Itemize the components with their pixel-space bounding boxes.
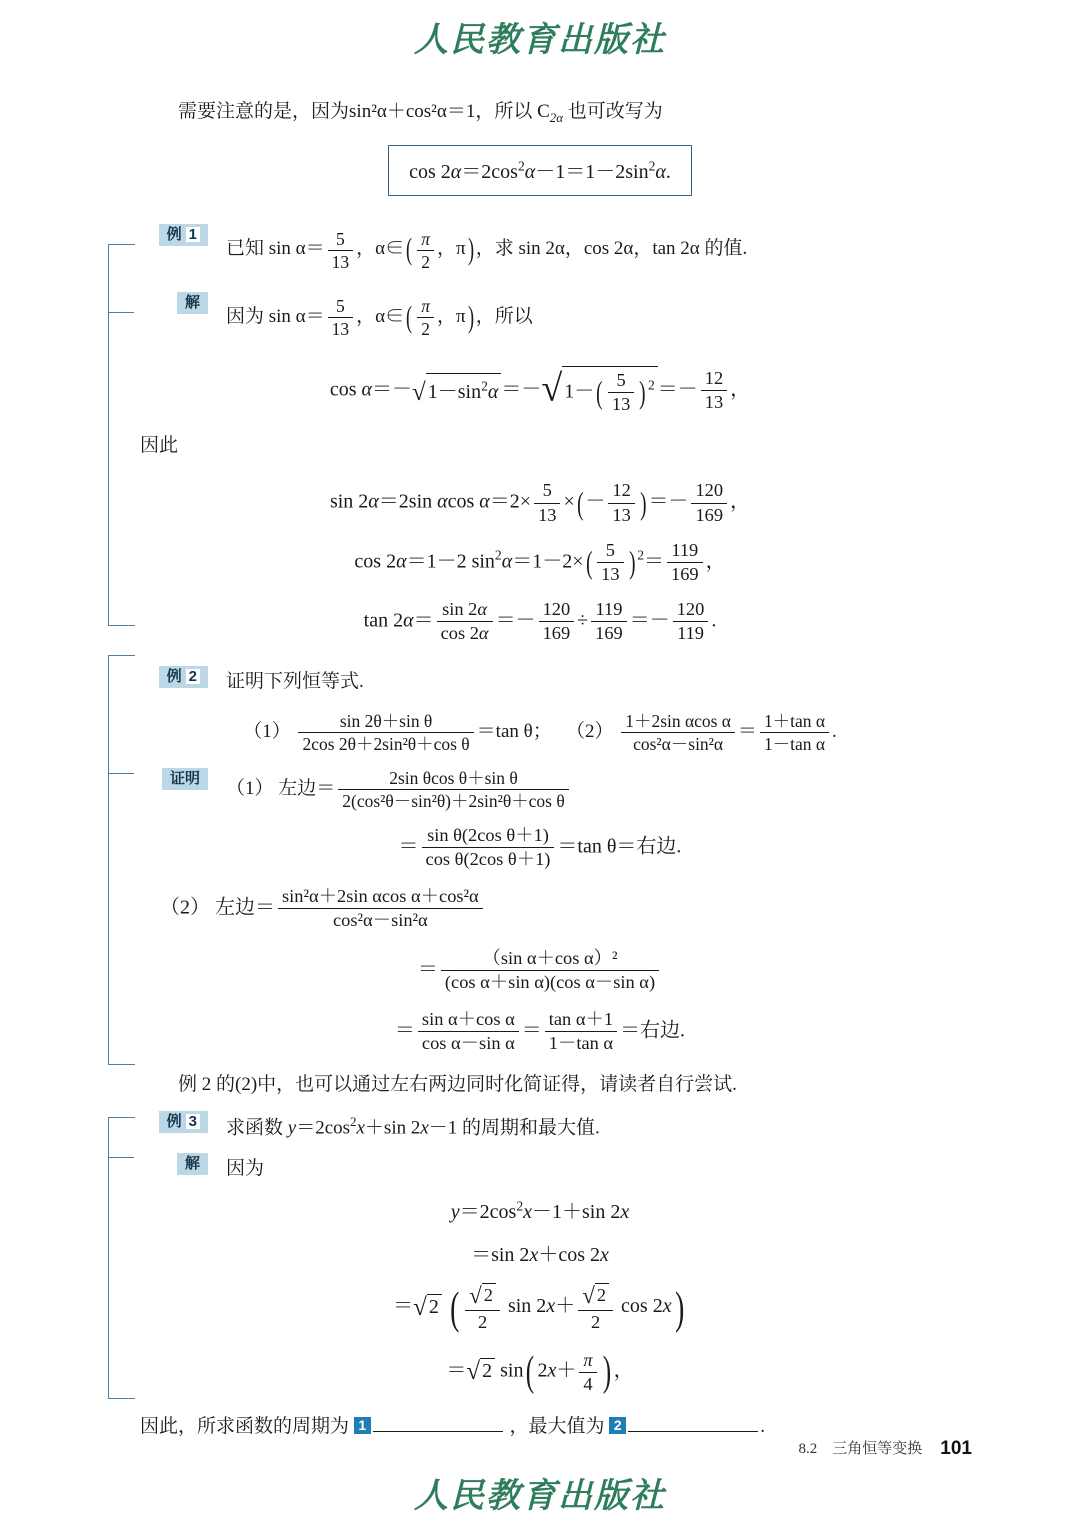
example2-p2-step3-f1: $\frac{\text{sin α＋cos α}}{\text{cos α－sin α}}$ [418,1009,519,1054]
answer-blank-2-box[interactable]: 2 [609,1417,626,1434]
example3-tag-col [140,1111,226,1134]
example1-tag: 例 1 [159,224,208,246]
example1-solve-a: 因为 sin α＝ [226,306,325,328]
example2-proof-tag-col [140,768,226,791]
example2-proof2-step1 [140,886,940,931]
example1-eq-sin2a: sin 2α＝2sin αcos α＝2× $\frac{5}{13}$ ×( － $\frac{12}{13}$ ) ＝－ $\frac{120}{169}$ ， [329,480,751,525]
example2-proof-step2: ＝ $\frac{\text{sin θ(2cos θ＋1)}}{\text{cos θ(2cos θ＋1)}}$ ＝tan θ＝右边. [398,824,682,870]
bracket-example1 [108,244,135,626]
example2-item2-lhs: $\frac{\text{1＋2sin αcos α}}{\text{cos²α－sin²α}}$ [621,711,735,754]
example2-item2-mid: ＝ [737,720,757,742]
intro-identity: sin²α＋cos²α＝1 [349,101,476,122]
intro-text-before: 需要注意的是，因为 [178,101,350,122]
tick-example1-solution [108,312,134,313]
example1-solve-c: ，所以 [475,306,533,328]
example1-therefore: 因此 [140,435,179,457]
example3-conclusion-b: ，最大值为 [509,1416,605,1438]
boxed-formula-wrap [140,135,940,196]
publisher-logo-bottom: 人民教育出版社 [414,1478,666,1515]
example2-proof-tag: 证明 [162,768,208,790]
example2-statement: 证明下列恒等式. [226,671,364,693]
example2-p1-fraction: $\frac{\text{2sin θcos θ＋sin θ}}{\text{2(cos²θ－sin²θ)＋2sin²θ＋cos θ}}$ [338,768,568,811]
example1-solve-interval: $\frac{\pi}{2}$ [417,296,434,339]
example2-header [140,666,940,698]
example2-item2-rhs: $\frac{\text{1＋tan α}}{\text{1－tan α}}$ [760,711,829,754]
example1-solve-tag: 解 [177,292,208,314]
example2-p2-label: （2） [160,896,210,919]
example1-eq-tan2a: tan 2α＝ $\frac{\sin 2\alpha}{\cos 2\alpha}$ ＝－ $\frac{120}{169}$ ÷ $\frac{119}{169}$ ＝－ $\frac{120}{119}$ . [363,598,717,644]
example3-tag: 例 3 [159,1111,208,1133]
boxed-formula: $\cos 2\alpha=2\cos^2\alpha-1=1-2\sin^2\alpha$. [388,145,692,196]
example1-statement-c: ，求 sin 2α，cos 2α，tan 2α 的值. [475,238,748,260]
example1-solve-frac: $\frac{5}{13}$ [328,296,353,339]
example2-p1-lead: 左边＝ [278,777,336,799]
answer-blank-2-line[interactable] [628,1417,758,1432]
example2-p1-step2-end: ＝tan θ＝右边. [557,835,682,858]
example2-proof2-step2: ＝ $\frac{\text{（sin α＋cos α）²}}{\text{(cos α＋sin α)(cos α－sin α)}}$ [140,948,940,993]
footer-section: 8.2 三角恒等变换 [798,1441,923,1457]
example1-statement: 已知 sin α＝ $\frac{5}{13}$ ，α∈( $\frac{\pi}{2}$ ，π) ，求 sin 2α，cos 2α，tan 2α 的值. [226,228,748,272]
example3-solution-header [140,1153,940,1185]
example2-item1-rhs: ＝tan θ； [476,720,552,742]
example2-p2-fraction: $\frac{\text{sin²α＋2sin αcos α＋cos²α}}{\text{cos²α－sin²α}}$ [278,886,483,931]
bracket-example2 [108,655,135,1065]
example3-because: 因为 [226,1158,265,1180]
bracket-example3 [108,1117,135,1399]
example1-statement-a: 已知 sin α＝ [226,238,325,260]
example2-items [140,711,940,754]
example1-solve-b: ，α∈ [356,306,405,328]
tick-example3-solution [108,1157,134,1158]
intro-label-sub: 2α [549,109,564,125]
example1-solution-line1: 因为 sin α＝ $\frac{5}{13}$ ，α∈( $\frac{\pi}{2}$ ，π) ，所以 [226,296,533,340]
example2-p2-step3-mid: ＝ [521,1019,542,1042]
example3-statement: 求函数 $y=2\cos^2x+\sin$ 2x－1 的周期和最大值. [226,1114,600,1139]
example1-interval-b: ，π [436,238,466,260]
example2-item2-label: （2） [566,720,614,742]
page-content [140,95,940,1450]
example3-conclusion-c: . [760,1416,766,1438]
example2-p1-label: （1） [226,777,274,799]
example2-remark: 例 2 的(2)中，也可以通过左右两边同时化简证得，请读者自行尝试. [178,1074,737,1096]
answer-blank-1-line[interactable] [373,1417,503,1432]
example1-frac-5-13: $\frac{5}{13}$ [328,229,353,272]
example2-tag: 例 2 [159,666,208,688]
example1-solution-header [140,292,940,344]
example3-eq4: ＝√ 2 sin( 2x＋ $\frac{\pi}{4}$ ) ， [446,1349,634,1396]
example1-eq-cos2a: cos 2α＝1－2 $\sin^2\alpha=1-2\times$( $\frac{5}{13}$ ) $^2$＝ $\frac{119}{169}$ ， [354,539,726,584]
example1-solve-interval-b: ，π [436,306,466,328]
example2-p2-step2-fraction: $\frac{\text{（sin α＋cos α）²}}{\text{(cos α＋sin α)(cos α－sin α)}}$ [441,948,659,993]
example3-eq3: ＝√ 2 ( $\frac{√ 2}{2}$ sin 2x＋ $\frac{√ 2}{2}$ cos 2x) [393,1282,684,1334]
publisher-logo-top: 人民教育出版社 [414,22,666,59]
example3-header [140,1111,940,1145]
example2-item1-label: （1） [243,720,291,742]
example1-frac-pi-2: $\frac{\pi}{2}$ [417,229,434,272]
example2-p2-step3-f2: $\frac{\text{tan α＋1}}{\text{1－tan α}}$ [545,1009,617,1054]
intro-label: C [537,101,550,122]
example1-eq-cos-alpha: cos α＝－√ $1-\sin^2\alpha$ ＝－√ 1－( $\frac{5}{13}$ ) $^2$ ＝－ $\frac{12}{13}$ ， [329,367,751,414]
example3-eq1: $y=2\cos^2x-1+\sin$ 2x [450,1198,630,1224]
tick-example2-proof [108,773,134,774]
example3-solve-tag-col [140,1153,226,1176]
footer-page-number: 101 [940,1438,972,1459]
intro-text-after: 也可改写为 [567,101,663,122]
intro-paragraph [140,95,940,129]
intro-text-mid: ，所以 [475,101,533,122]
example2-item2-end: . [832,720,837,742]
example2-p2-step3-end: ＝右边. [620,1019,686,1042]
example2-proof-header [140,768,940,811]
example1-statement-b: ，α∈ [356,238,405,260]
example2-p1-step2-fraction: $\frac{\text{sin θ(2cos θ＋1)}}{\text{cos θ(2cos θ＋1)}}$ [422,825,555,870]
example2-proof2-step3: ＝ $\frac{\text{sin α＋cos α}}{\text{cos α－sin α}}$ ＝ $\frac{\text{tan α＋1}}{\text{1－tan α}}$ ＝右边. [394,1008,686,1054]
example3-solve-tag: 解 [177,1153,208,1175]
example2-p2-lead: 左边＝ [215,896,275,919]
example3-eq2: ＝sin 2x＋cos 2x [471,1244,609,1267]
example1-header [140,224,940,276]
example1-solve-tag-col [140,292,226,315]
example3-conclusion-a: 因此，所求函数的周期为 [140,1416,350,1438]
page-footer [799,1437,972,1460]
example2-proof-step1 [226,768,940,811]
example2-tag-col [140,666,226,689]
answer-blank-1-box[interactable]: 1 [354,1417,371,1434]
example2-item1-fraction: $\frac{\text{sin 2θ＋sin θ}}{\text{2cos 2θ＋2sin²θ＋cos θ}}$ [298,711,473,754]
example1-tag-col [140,224,226,247]
